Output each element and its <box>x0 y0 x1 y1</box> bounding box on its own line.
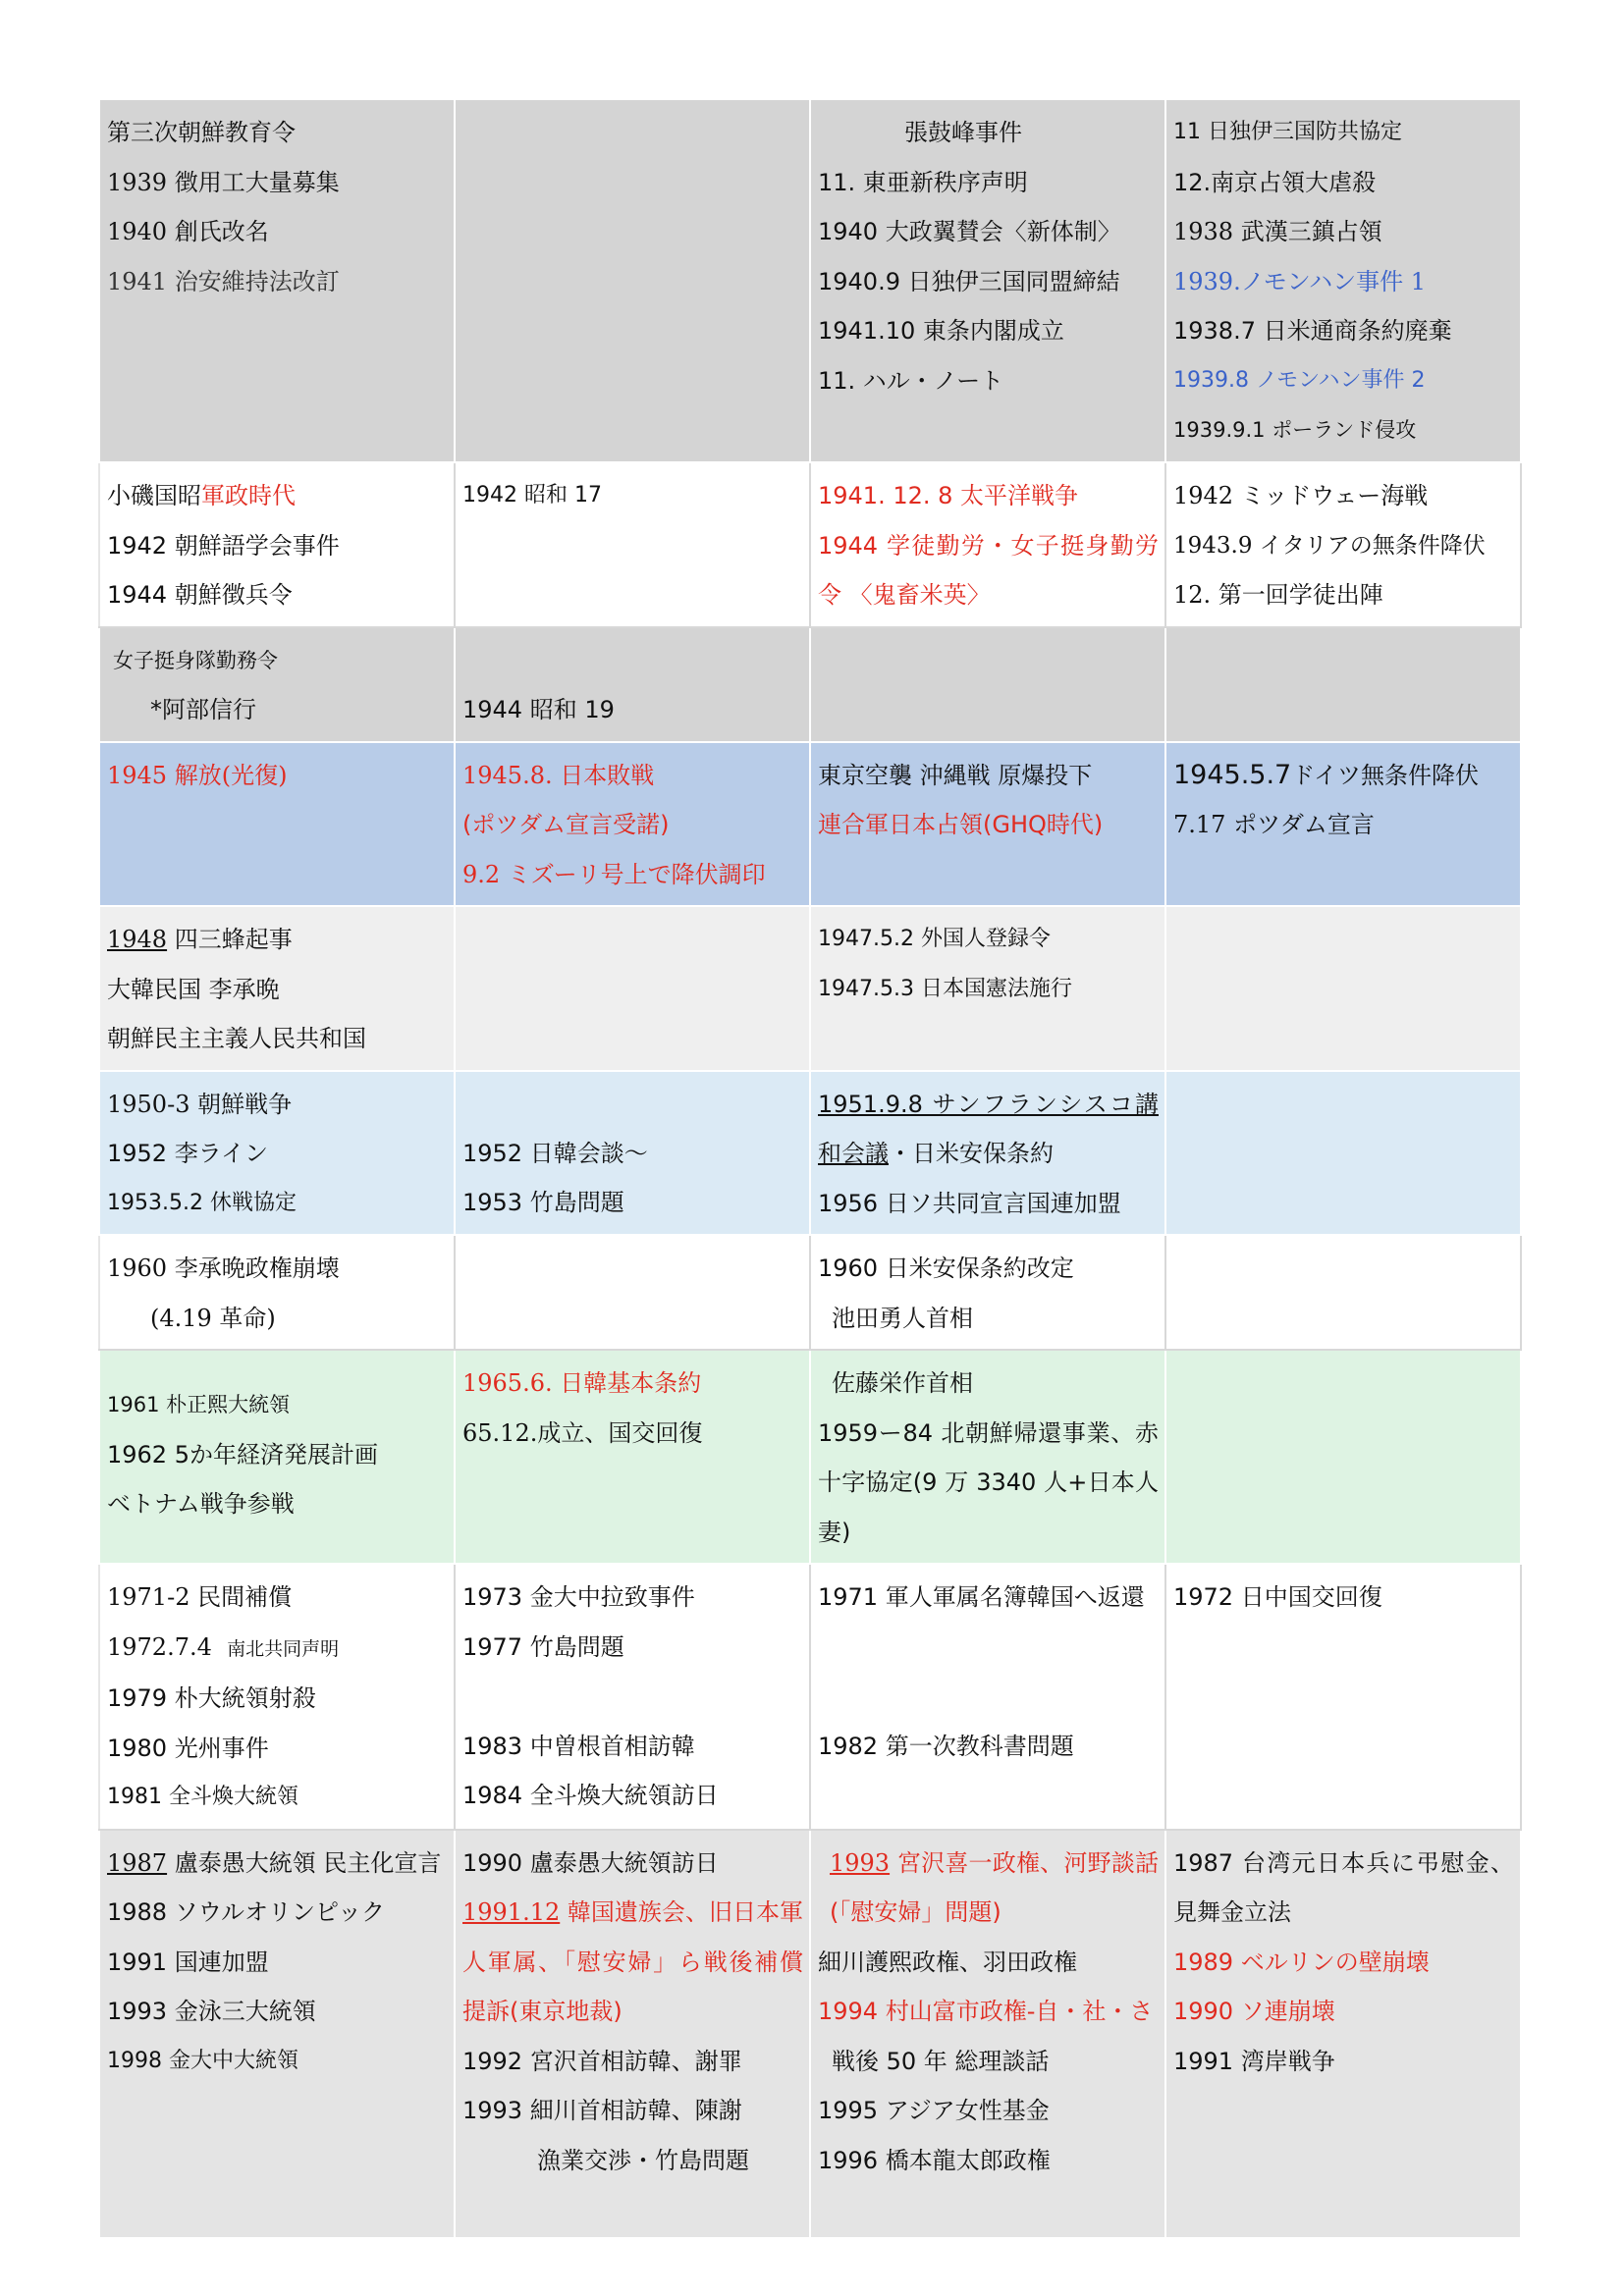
cell-japan <box>810 627 1165 742</box>
cell-japan <box>810 742 1165 907</box>
history-timeline-page <box>98 98 1522 2239</box>
event-line: 1959ー84 北朝鮮帰還事業、赤十字協定(9 万 3340 人+日本人妻) <box>818 1418 1159 1546</box>
event-line: 1942 昭和 17 <box>462 483 602 507</box>
event-line: 1944 朝鮮徴兵令 <box>107 581 293 609</box>
cell-japan <box>810 1830 1165 2238</box>
event-highlight: 軍政時代 <box>201 482 296 509</box>
event-year: 1948 <box>107 926 168 953</box>
event-line: 1943.9 イタリアの無条件降伏 <box>1173 532 1486 559</box>
event-line: 1965.6. 日韓基本条約 <box>462 1369 702 1397</box>
cell-japan-korea <box>455 1235 810 1350</box>
cell-japan-korea <box>455 906 810 1071</box>
cell-japan-korea <box>455 1350 810 1564</box>
event-line: 1991 国連加盟 <box>107 1948 269 1976</box>
cell-japan-korea <box>455 1564 810 1830</box>
event-line: 張鼓峰事件 <box>904 119 1022 146</box>
cell-japan <box>810 1350 1165 1564</box>
event-line: 1953 竹島問題 <box>462 1189 624 1216</box>
cell-world <box>1165 1071 1521 1236</box>
event-text: 小磯国昭 <box>107 482 201 509</box>
event-line: 1961 朴正熙大統領 <box>107 1393 291 1416</box>
event-line: 漁業交渉・竹島問題 <box>537 2146 749 2174</box>
event-line: 1991 湾岸戦争 <box>1173 2047 1335 2075</box>
table-row <box>99 1350 1521 1564</box>
event-year: 1993 <box>830 1848 891 1877</box>
cell-korea <box>99 1564 455 1830</box>
event-line: 朝鮮民主主義人民共和国 <box>107 1025 366 1052</box>
event-line: 東京空襲 沖縄戦 原爆投下 <box>818 761 1093 789</box>
cell-japan-korea <box>455 99 810 462</box>
event-line: 1971-2 民間補償 <box>107 1583 293 1611</box>
table-row <box>99 1564 1521 1830</box>
event-date: 1945.5.7 <box>1173 759 1292 790</box>
event-line: 11. 東亜新秩序声明 <box>818 168 1028 196</box>
event-line: 1977 竹島問題 <box>462 1632 624 1661</box>
event-line: 連合軍日本占領(GHQ時代) <box>818 811 1104 838</box>
cell-world <box>1165 99 1521 462</box>
event-line: 1988 ソウルオリンピック <box>107 1898 386 1926</box>
event-line <box>107 915 448 965</box>
event-line: 1973 金大中拉致事件 <box>462 1583 695 1611</box>
event-line: *阿部信行 <box>150 696 256 723</box>
event-line: 1941.10 東条内閣成立 <box>818 317 1064 345</box>
table-row <box>99 99 1521 462</box>
event-line: (4.19 革命) <box>150 1304 276 1332</box>
cell-korea <box>99 99 455 462</box>
cell-korea <box>99 1071 455 1236</box>
event-line: 大韓民国 李承晩 <box>107 975 280 1003</box>
event-text: ・日米安保条約 <box>889 1140 1054 1167</box>
event-line: 佐藤栄作首相 <box>832 1369 973 1397</box>
table-row <box>99 462 1521 627</box>
event-line: 1996 橋本龍太郎政権 <box>818 2146 1051 2174</box>
cell-japan-korea <box>455 742 810 907</box>
event-text: 宮沢喜一政権、河野談話 (「慰安婦」問題) <box>830 1848 1159 1926</box>
event-line: 1993 細川首相訪韓、陳謝 <box>462 2097 742 2124</box>
table-row <box>99 627 1521 742</box>
event-line: 1942 朝鮮語学会事件 <box>107 531 340 560</box>
cell-world <box>1165 1235 1521 1350</box>
event-line <box>1173 751 1514 801</box>
cell-japan-korea <box>455 1071 810 1236</box>
cell-korea <box>99 742 455 907</box>
cell-japan-korea <box>455 462 810 627</box>
event-line: 1947.5.3 日本国憲法施行 <box>818 976 1072 1001</box>
cell-world <box>1165 1830 1521 2238</box>
event-treaty: 1951.9.8 サンフランシスコ講和会議 <box>818 1090 1159 1167</box>
event-line: 1984 全斗煥大統領訪日 <box>462 1782 719 1809</box>
event-line: 1992 宮沢首相訪韓、謝罪 <box>462 2047 742 2075</box>
event-line: 1983 中曽根首相訪韓 <box>462 1732 695 1760</box>
cell-korea <box>99 627 455 742</box>
cell-japan <box>810 462 1165 627</box>
event-line: 細川護熙政権、羽田政権 <box>818 1948 1077 1976</box>
event-line: 1993 金泳三大統領 <box>107 1998 316 2025</box>
event-line: 1938 武漢三鎮占領 <box>1173 218 1382 245</box>
event-line: 1939 徴用工大量募集 <box>107 168 340 196</box>
event-line <box>107 1839 448 1889</box>
event-line: 1982 第一次教科書問題 <box>818 1732 1074 1760</box>
event-line: 池田勇人首相 <box>832 1304 973 1332</box>
cell-korea <box>99 1830 455 2238</box>
event-line: 11 日独伊三国防共協定 <box>1173 120 1402 144</box>
event-line: 1960 日米安保条約改定 <box>818 1255 1074 1282</box>
event-line: 1941 治安維持法改訂 <box>107 267 340 295</box>
event-line: 1972 日中国交回復 <box>1173 1583 1382 1611</box>
event-line: 1938.7 日米通商条約廃棄 <box>1173 317 1452 345</box>
cell-japan-korea <box>455 1830 810 2238</box>
cell-japan <box>810 1071 1165 1236</box>
event-year: 1987 <box>107 1848 168 1877</box>
event-line: 1952 日韓会談〜 <box>462 1139 648 1167</box>
event-line <box>107 1623 448 1675</box>
event-line <box>462 1888 803 2037</box>
event-line: (ポツダム宣言受諾) <box>462 811 670 838</box>
event-line: 1944 昭和 19 <box>462 696 615 723</box>
event-text: 四三蜂起事 <box>167 926 293 953</box>
event-line: 1940.9 日独伊三国同盟締結 <box>818 267 1120 295</box>
cell-korea <box>99 1350 455 1564</box>
event-line: 1939.9.1 ポーランド侵攻 <box>1173 418 1417 442</box>
event-line: 1939.8 ノモンハン事件 2 <box>1173 367 1426 393</box>
event-line: 戦後 50 年 総理談話 <box>832 2047 1050 2075</box>
event-line: 1971 軍人軍属名簿韓国へ返還 <box>818 1583 1145 1611</box>
table-row <box>99 906 1521 1071</box>
event-line: 1981 全斗煥大統領 <box>107 1785 298 1809</box>
cell-korea <box>99 906 455 1071</box>
event-line: 1939.ノモンハン事件 1 <box>1173 267 1426 295</box>
event-year: 1991.12 <box>462 1898 561 1926</box>
event-line: 1962 5か年経済発展計画 <box>107 1440 378 1468</box>
table-row <box>99 1235 1521 1350</box>
event-line: 1944 学徒勤労・女子挺身勤労令 〈鬼畜米英〉 <box>818 531 1159 609</box>
cell-japan <box>810 906 1165 1071</box>
event-line: ベトナム戦争参戦 <box>107 1490 295 1518</box>
event-line: 1987 台湾元日本兵に弔慰金、見舞金立法 <box>1173 1848 1514 1926</box>
timeline-table <box>98 98 1522 2239</box>
event-line: 1945.8. 日本敗戦 <box>462 761 655 789</box>
cell-japan <box>810 1564 1165 1830</box>
cell-world <box>1165 742 1521 907</box>
event-line <box>818 1080 1159 1179</box>
event-line: 1945 解放(光復) <box>107 761 288 789</box>
cell-world <box>1165 1564 1521 1830</box>
event-text: 南北共同声明 <box>227 1637 340 1660</box>
event-line: 女子挺身隊勤務令 <box>113 648 278 672</box>
event-line: 12. 第一回学徒出陣 <box>1173 581 1383 609</box>
cell-world <box>1165 906 1521 1071</box>
event-line: 1994 村山富市政権-自・社・さ <box>818 1998 1154 2025</box>
event-line: 1990 盧泰愚大統領訪日 <box>462 1848 719 1877</box>
event-text: 韓国遺族会、旧日本軍人軍属、「慰安婦」ら戦後補償提訴(東京地裁) <box>462 1898 803 2025</box>
event-line: 9.2 ミズーリ号上で降伏調印 <box>462 860 766 888</box>
cell-japan <box>810 1235 1165 1350</box>
event-line <box>107 471 448 521</box>
event-line: 7.17 ポツダム宣言 <box>1173 811 1375 838</box>
event-line: 1952 李ライン <box>107 1140 268 1167</box>
table-row <box>99 742 1521 907</box>
cell-korea <box>99 1235 455 1350</box>
event-line: 1940 創氏改名 <box>107 218 269 245</box>
event-line: 1953.5.2 休戦協定 <box>107 1190 297 1215</box>
cell-world <box>1165 627 1521 742</box>
event-line: 1998 金大中大統領 <box>107 2048 298 2073</box>
event-line <box>818 1839 1159 1938</box>
event-line: 1960 李承晩政権崩壊 <box>107 1255 340 1282</box>
event-line: 1942 ミッドウェー海戦 <box>1173 482 1429 509</box>
event-date: 1972.7.4 <box>107 1632 212 1661</box>
event-text: ドイツ無条件降伏 <box>1291 761 1480 789</box>
cell-world <box>1165 462 1521 627</box>
event-text: 盧泰愚大統領 民主化宣言 <box>167 1848 442 1877</box>
event-line: 1995 アジア女性基金 <box>818 2097 1050 2124</box>
event-line: 12.南京占領大虐殺 <box>1173 168 1377 196</box>
event-line: 1956 日ソ共同宣言国連加盟 <box>818 1189 1121 1217</box>
event-line: 1990 ソ連崩壊 <box>1173 1998 1335 2025</box>
event-line: 1980 光州事件 <box>107 1734 269 1762</box>
event-line: 1950-3 朝鮮戦争 <box>107 1090 293 1118</box>
event-line: 1947.5.2 外国人登録令 <box>818 927 1051 951</box>
event-line: 65.12.成立、国交回復 <box>462 1418 703 1447</box>
event-line: 1940 大政翼賛会〈新体制〉 <box>818 218 1121 245</box>
cell-japan <box>810 99 1165 462</box>
event-line: 1941. 12. 8 太平洋戦争 <box>818 482 1079 509</box>
event-line: 第三次朝鮮教育令 <box>107 119 296 146</box>
event-line: 1989 ベルリンの壁崩壊 <box>1173 1948 1430 1976</box>
cell-japan-korea <box>455 627 810 742</box>
cell-world <box>1165 1350 1521 1564</box>
event-line: 1979 朴大統領射殺 <box>107 1684 316 1712</box>
event-line: 11. ハル・ノート <box>818 366 1004 395</box>
cell-korea <box>99 462 455 627</box>
table-row <box>99 1830 1521 2238</box>
table-row <box>99 1071 1521 1236</box>
